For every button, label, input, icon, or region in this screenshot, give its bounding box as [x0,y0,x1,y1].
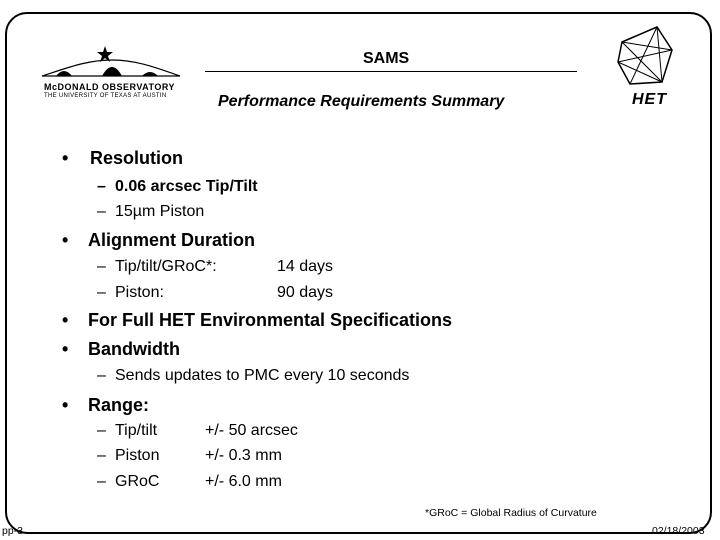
bullet-bandwidth: • Bandwidth [62,339,180,359]
bullet-resolution: • Resolution [62,148,183,168]
sub-item: – 15µm Piston [97,203,205,220]
logo-left-name: McDONALD OBSERVATORY [44,82,176,92]
sub-item-value: +/- 0.3 mm [205,447,282,464]
page-number: pp-3 [2,525,24,537]
footnote: *GRoC = Global Radius of Curvature [425,507,597,519]
logo-right-text: HET [632,91,667,108]
logo-left-sub: THE UNIVERSITY OF TEXAS AT AUSTIN [44,93,167,99]
footer-date: 02/18/2003 [652,525,705,537]
sub-item: – Piston [97,447,160,464]
sub-item-value: 14 days [277,258,334,275]
bullet-alignment-duration: • Alignment Duration [62,230,255,250]
het-telescope-logo-icon [612,22,682,92]
sub-item: – Tip/tilt/GRoC*: [97,258,217,275]
sub-item-value: +/- 6.0 mm [205,473,282,490]
bullet-environmental-specs: • For Full HET Environmental Specifications [62,310,453,330]
bullet-range: • Range: [62,395,150,415]
title-divider [205,71,577,72]
sub-item: – Tip/tilt [97,422,158,439]
sub-item: – 0.06 arcsec Tip/Tilt [97,178,258,195]
sub-item: – GRoC [97,473,160,490]
page-title: SAMS [363,50,410,67]
page-subtitle: Performance Requirements Summary [218,93,505,110]
sub-item: – Sends updates to PMC every 10 seconds [97,367,410,384]
sub-item-value: +/- 50 arcsec [205,422,298,439]
sub-item: – Piston: [97,284,164,301]
sub-item-value: 90 days [277,284,334,301]
